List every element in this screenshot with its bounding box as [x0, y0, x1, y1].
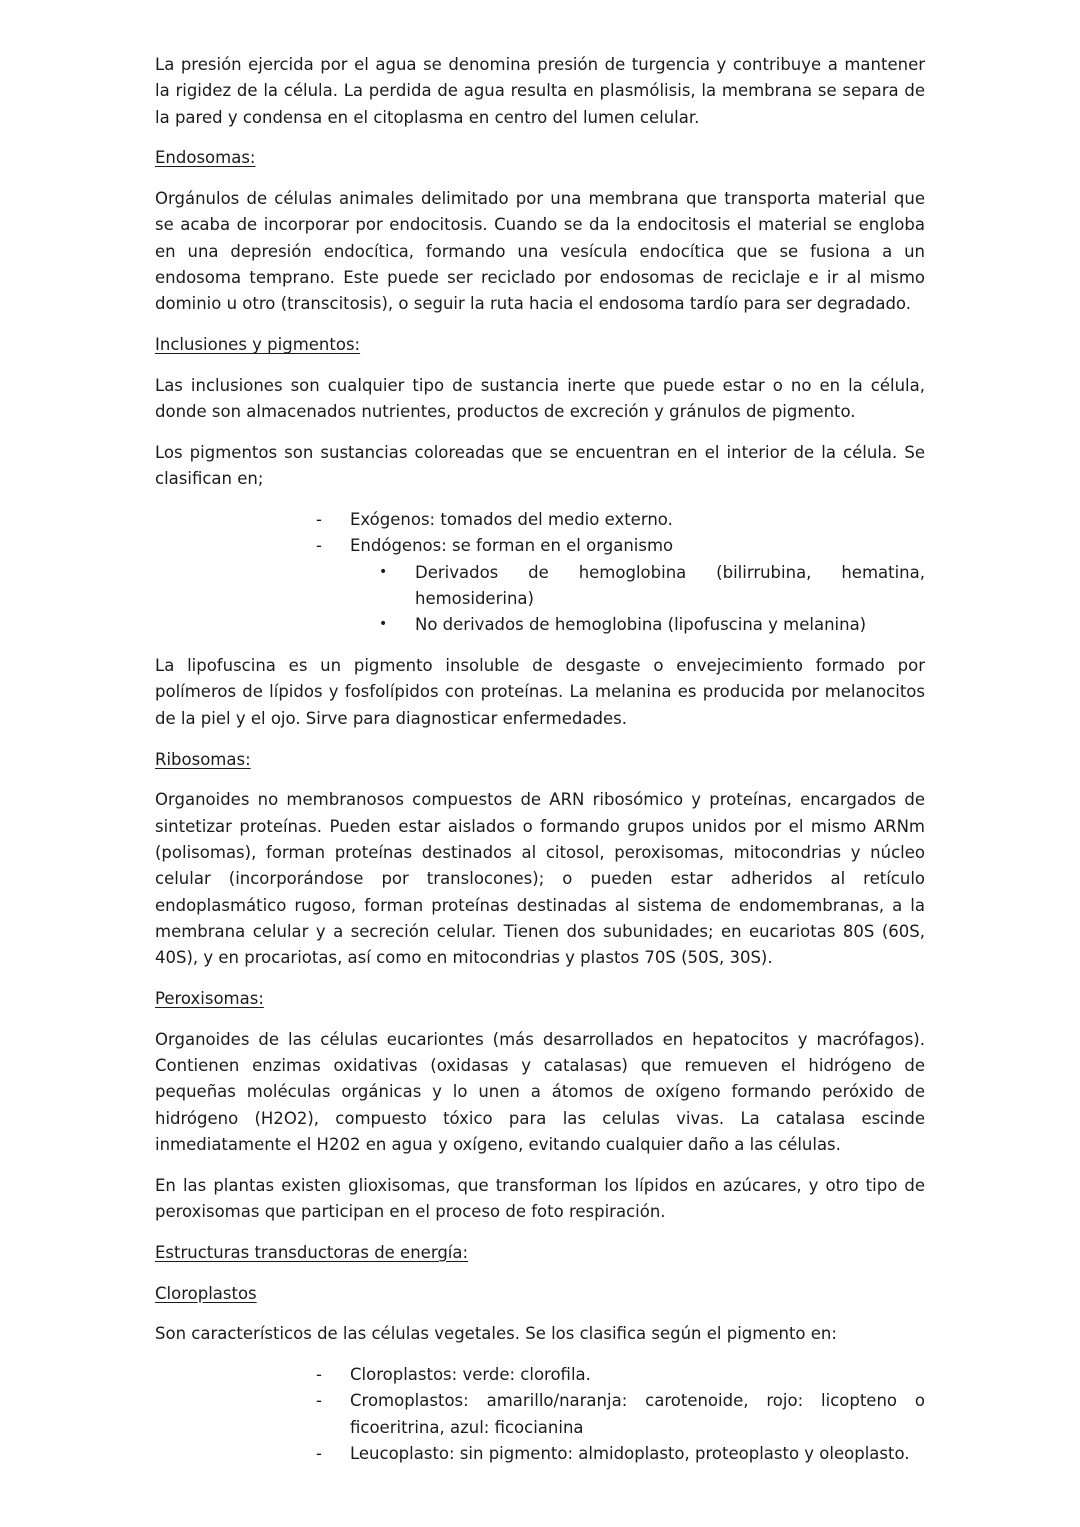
document-page	[155, 52, 925, 1482]
list-item-exogenos	[155, 507, 925, 533]
sublist-item-no-derivados	[350, 612, 925, 638]
sublist-item-derivados	[350, 560, 925, 613]
dash-marker: -	[316, 1444, 322, 1464]
paragraph-cloroplastos: Son característicos de las células vegetales. Se los clasifica según el pigmento en:	[155, 1324, 837, 1344]
list-item-endogenos	[155, 533, 925, 638]
paragraph-inclusiones: Las inclusiones son cualquier tipo de sustancia inerte que puede estar o no en la célula, donde son almacenados nutrientes, productos de excreción y gránulos de pigmento.	[155, 375, 925, 422]
pigment-list	[155, 507, 925, 638]
sublist-item-text: No derivados de hemoglobina (lipofuscina y melanina)	[415, 615, 867, 635]
heading-estructuras-text: Estructuras transductoras de energía:	[155, 1242, 469, 1262]
heading-peroxisomas	[155, 986, 925, 1012]
list-item-text: Exógenos: tomados del medio externo.	[350, 510, 673, 530]
paragraph-turgencia: La presión ejercida por el agua se denomina presión de turgencia y contribuye a mantener la rigidez de la célula. La perdida de agua resulta en plasmólisis, la membrana se separa de la pared y condensa en el citoplasma en centro del lumen celular.	[155, 55, 925, 127]
list-item-text: Leucoplasto: sin pigmento: almidoplasto, proteoplasto y oleoplasto.	[350, 1444, 910, 1464]
heading-estructuras	[155, 1240, 925, 1266]
paragraph-glioxisomas: En las plantas existen glioxisomas, que transforman los lípidos en azúcares, y otro tipo de peroxisomas que participan en el proceso de foto respiración.	[155, 1175, 925, 1221]
heading-endosomas	[155, 145, 925, 171]
list-item-leucoplasto	[155, 1441, 925, 1467]
dash-marker: -	[316, 510, 322, 530]
paragraph-endosomas: Orgánulos de células animales delimitado por una membrana que transporta material que se acaba de incorporar por endocitosis. Cuando se da la endocitosis el material se engloba en una depresión endocítica, formando una vesícula endocítica que se fusiona a un endosoma temprano. Este puede ser reciclado por endosomas de reciclaje e ir al mismo dominio u otro (transcitosis), o seguir la ruta hacia el endosoma tardío para ser degradado.	[155, 189, 925, 314]
heading-ribosomas-text: Ribosomas:	[155, 749, 251, 769]
bullet-marker: •	[379, 563, 388, 580]
list-item-text: Cloroplastos: verde: clorofila.	[350, 1365, 591, 1385]
bullet-marker: •	[379, 616, 388, 633]
heading-cloroplastos-text: Cloroplastos	[155, 1283, 257, 1303]
paragraph-pigmentos: Los pigmentos son sustancias coloreadas que se encuentran en el interior de la célula. Se clasifican en;	[155, 443, 925, 489]
heading-inclusiones	[155, 332, 925, 358]
heading-inclusiones-text: Inclusiones y pigmentos:	[155, 335, 361, 355]
heading-peroxisomas-text: Peroxisomas:	[155, 988, 264, 1008]
heading-cloroplastos	[155, 1281, 925, 1307]
endogenos-sublist	[350, 560, 925, 639]
paragraph-peroxisomas: Organoides de las células eucariontes (más desarrollados en hepatocitos y macrófagos). Contienen enzimas oxidativas (oxidasas y catalasas) que remueven el hidrógeno de pequeñas moléculas orgánicas y lo unen a átomos de oxígeno formando peróxido de hidrógeno (H2O2), compuesto tóxico para las celulas vivas. La catalasa escinde inmediatamente el H202 en agua y oxígeno, evitando cualquier daño a las células.	[155, 1029, 925, 1154]
list-item-cloroplastos	[155, 1362, 925, 1388]
list-item-text: Cromoplastos: amarillo/naranja: carotenoide, rojo: licopteno o ficoeritrina, azul: ficocianina	[350, 1391, 925, 1437]
list-item-cromoplastos	[155, 1388, 925, 1441]
dash-marker: -	[316, 1365, 322, 1385]
paragraph-ribosomas: Organoides no membranosos compuestos de ARN ribosómico y proteínas, encargados de sintetizar proteínas. Pueden estar aislados o formando grupos unidos por el mismo ARNm (polisomas), forman proteínas destinados al citosol, peroxisomas, mitocondrias y núcleo celular (incorporándose por translocones); o pueden estar adheridos al retículo endoplasmático rugoso, forman proteínas destinadas al sistema de endomembranas, a la membrana celular y a secreción celular. Tienen dos subunidades; en eucariotas 80S (60S, 40S), y en procariotas, así como en mitocondrias y plastos 70S (50S, 30S).	[155, 790, 925, 968]
plastid-list	[155, 1362, 925, 1467]
heading-ribosomas	[155, 747, 925, 773]
list-item-text: Endógenos: se forman en el organismo	[350, 536, 674, 556]
heading-endosomas-text: Endosomas:	[155, 148, 256, 168]
paragraph-lipofuscina: La lipofuscina es un pigmento insoluble de desgaste o envejecimiento formado por polímeros de lípidos y fosfolípidos con proteínas. La melanina es producida por melanocitos de la piel y el ojo. Sirve para diagnosticar enfermedades.	[155, 656, 925, 728]
dash-marker: -	[316, 536, 322, 556]
dash-marker: -	[316, 1391, 322, 1411]
sublist-item-text: Derivados de hemoglobina (bilirrubina, hematina, hemosiderina)	[415, 562, 925, 609]
